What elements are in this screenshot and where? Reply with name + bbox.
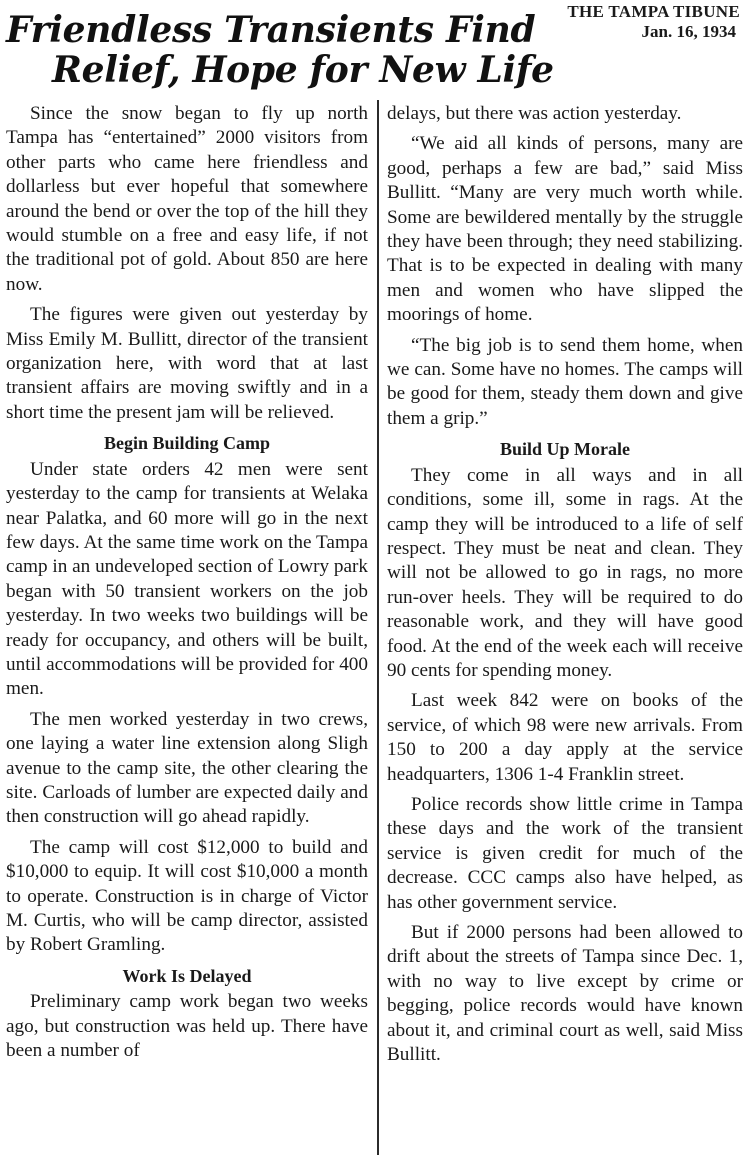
subheading: Work Is Delayed (122, 965, 252, 986)
paragraph: Last week 842 were on books of the service, of which 98 were new arrivals. From 150 to 200 a day apply at the service headquarters, 1306 1-4 Franklin street. (387, 690, 743, 785)
subheading: Build Up Morale (499, 439, 630, 460)
publication-date: Jan. 16, 1934 (641, 22, 736, 41)
paragraph: Since the snow began to fly up north Tampa has “entertained” 2000 visitors from other parts who came here friendless and dollarless but ever hopeful that somewhere around the bend or over the top of the hill they would stumble on a free and easy life, if not the traditional pot of gold. About 850 are here now. (6, 103, 368, 295)
paragraph: Police records show little crime in Tampa these days and the work of the transient service is given credit for much of the decrease. CCC camps also have helped, as has other government service. (387, 793, 743, 913)
left-column (6, 102, 368, 1069)
paragraph: “The big job is to send them home, when we can. Some have no homes. The camps will be good for them, steady them down and give them a grip.” (387, 334, 743, 429)
paragraph-continuation: delays, but there was action yesterday. (387, 103, 682, 124)
headline-line-2: Relief, Hope for New Life (52, 49, 554, 91)
paragraph: Preliminary camp work began two weeks ago, but construction was held up. There have been a number of (6, 991, 368, 1062)
paragraph: The men worked yesterday in two crews, one laying a water line extension along Sligh avenue to the camp site, the other clearing the site. Carloads of lumber are expected daily and then construction will go ahead rapidly. (6, 708, 368, 828)
paragraph: Under state orders 42 men were sent yesterday to the camp for transients at Welaka near Palatka, and 60 more will go in the next few days. At the same time work on the Tampa camp in an undeveloped section of Lowry park began with 50 transient workers on the job yesterday. In two weeks two buildings will be ready for occupancy, and others will be built, until accommodations will be provided for 400 men. (6, 458, 368, 700)
headline (0, 8, 620, 92)
paragraph: The figures were given out yesterday by Miss Emily M. Bullitt, director of the transient organization here, with word that at last transient affairs are moving swiftly and in a short time the present jam will be relieved. (6, 304, 368, 423)
paragraph: “We aid all kinds of persons, many are good, perhaps a few are bad,” said Miss Bullitt. “Many are very much worth while. Some are bewildered mentally by the struggle they have been through; they need stabilizing. That is to be expected in dealing with many men and women who have slipped the moorings of home. (387, 133, 743, 326)
paragraph: But if 2000 persons had been allowed to drift about the streets of Tampa since Dec. 1, with no way to live except by crime or begging, police records would have known about it, and criminal court as well, said Miss Bullitt. (387, 922, 743, 1066)
right-column (387, 102, 743, 1073)
column-divider (377, 100, 379, 1155)
paragraph: The camp will cost $12,000 to build and $10,000 to equip. It will cost $10,000 a month to operate. Construction is in charge of Victor M. Curtis, who will be camp director, assisted by Robert Gramling. (6, 836, 368, 956)
headline-line-1: Friendless Transients Find (6, 9, 536, 51)
newspaper-name: THE TAMPA TIBUNE (567, 2, 740, 21)
paragraph: They come in all ways and in all conditions, some ill, some in rags. At the camp they will be introduced to a life of self respect. They must be neat and clean. They will not be allowed to go in rags, no more run-over heels. They will be required to do reasonable work, and they will have good food. At the end of the week each will receive 90 cents for spending money. (387, 464, 743, 681)
subheading: Begin Building Camp (103, 433, 271, 454)
